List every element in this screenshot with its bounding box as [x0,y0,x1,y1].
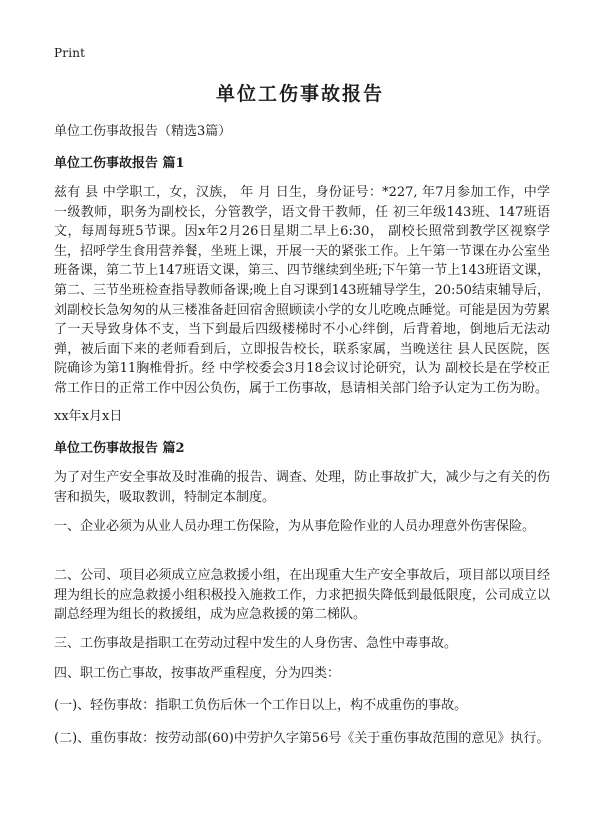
print-label[interactable]: Print [54,46,86,60]
document-title: 单位工伤事故报告 [215,83,384,105]
section-2-paragraph: 四、职工伤亡事故，按事故严重程度，分为四类： [54,666,341,681]
section-2-paragraph: 为了对生产安全事故及时准确的报告、调查、处理，防止事故扩大，减少与之有关的伤害和损失，吸取教训，特制定本制度。 [54,470,550,505]
section-1-paragraph: 兹有 县 中学职工，女，汉族， 年 月 日生，身份证号：*227, 年7月参加工作，中学一级教师，职务为副校长，分管教学，语文骨干教师，任 初三年级143班、147班语文，每周每班5节课。因x年2月26日星期二早上6:30， 副校长照常到教学区视察学生，招呼学生食用营养餐，坐班上课，开展一天的紧张工作。上午第一节课在办公室坐班备课，第二节上147班语文课，第三、四节继续到坐班;下午第一节上143班语文课，第二、三节坐班检查指导教师备课;晚上自习课到143班辅导学生，20:50结束辅导后，刘副校长急匆匆的从三楼准备赶回宿舍照顾读小学的女儿吃晚点睡觉。可能是因为劳累了一天导致身体不支，当下到最后四级楼梯时不小心绊倒，后背着地，倒地后无法动弹，被后面下来的老师看到后，立即报告校长，联系家属，当晚送往 县人民医院，医院确诊为第11胸椎骨折。经 中学校委会3月18会议讨论研究，认为 副校长是在学校正常工作日的正常工作中因公负伤，属于工伤事故，恳请相关部门给予认定为工伤为盼。 [54,185,551,396]
section-1-heading: 单位工伤事故报告 篇1 [54,156,185,171]
document-subtitle: 单位工伤事故报告（精选3篇） [54,124,232,139]
section-1-date: xx年x月x日 [54,409,123,424]
section-2-paragraph: 三、工伤事故是指职工在劳动过程中发生的人身伤害、急性中毒事故。 [54,636,458,651]
section-2-heading: 单位工伤事故报告 篇2 [54,441,185,456]
section-2-paragraph: (一)、轻伤事故：指职工负伤后休一个工作日以上，构不成重伤的事故。 [54,698,468,713]
section-2-paragraph: 一、企业必须为从业人员办理工伤保险，为从事危险作业的人员办理意外伤害保险。 [54,519,536,534]
section-2-paragraph: 二、公司、项目必须成立应急救援小组，在出现重大生产安全事故后，项目部以项目经理为组长的应急救援小组积极投入施救工作，力求把损失降低到最低限度，公司成立以副总经理为组长的救援组，成为应急救援的第二梯队。 [54,568,550,623]
section-2-paragraph: (二)、重伤事故：按劳动部(60)中劳护久字第56号《关于重伤事故范围的意见》执行。 [54,731,550,746]
